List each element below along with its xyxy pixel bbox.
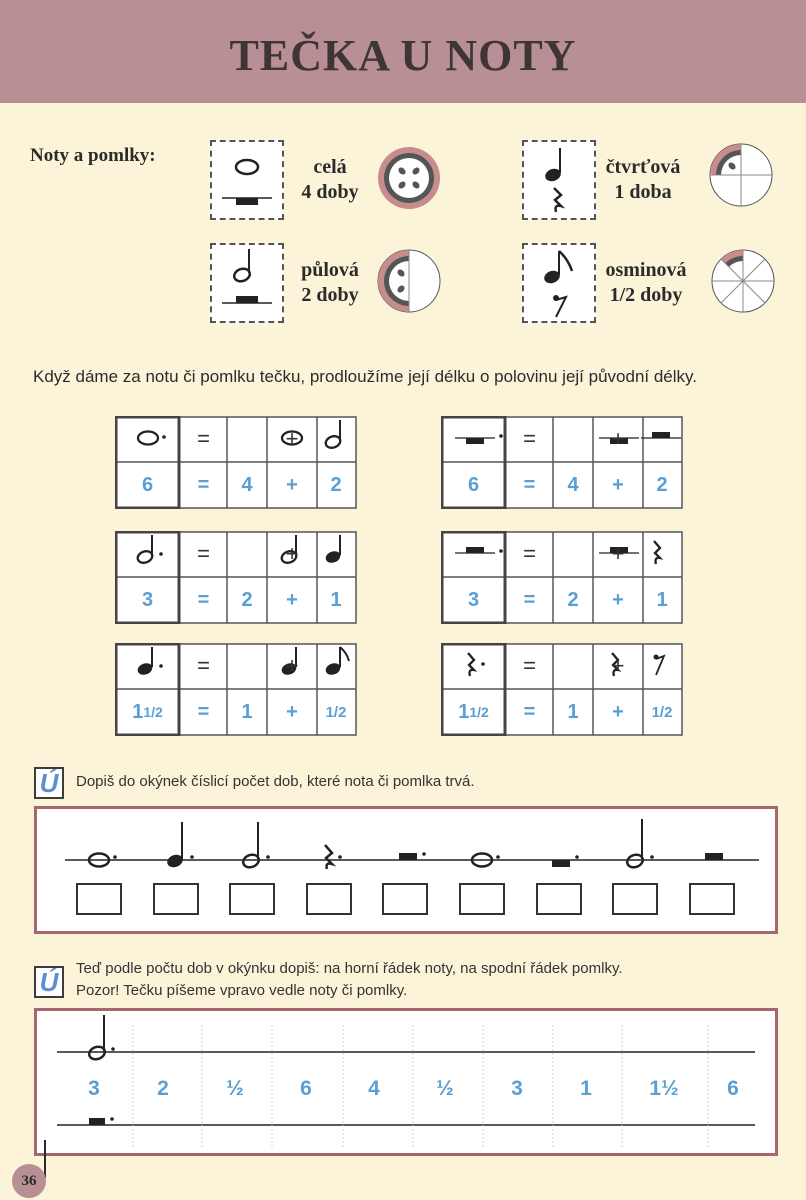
quarter-note-icon (524, 142, 594, 218)
answer-box[interactable] (153, 883, 199, 915)
whole-note-icon (212, 142, 282, 218)
equals-sign: = (197, 473, 210, 496)
task1-panel (34, 806, 778, 934)
whole-note-label (290, 155, 370, 205)
total-frac: 1/2 (143, 704, 163, 720)
plus-sign: + (285, 426, 299, 451)
equals-sign: = (523, 588, 536, 611)
quarter-note-label (598, 155, 688, 205)
plus-sign: + (286, 473, 298, 496)
plus-sign: + (286, 588, 298, 611)
quarter-note-box (522, 140, 596, 220)
total-beats: 3 (141, 588, 154, 611)
answer-box[interactable] (459, 883, 505, 915)
beats-b: 2 (656, 473, 668, 496)
note-beats: 1 doba (614, 181, 672, 203)
half-clock-icon (376, 248, 442, 314)
total-beats: 6 (141, 473, 154, 496)
task2-value: 3 (88, 1077, 100, 1100)
equation-table (115, 643, 357, 736)
plus-sign: + (612, 588, 624, 611)
equals-sign: = (523, 700, 536, 723)
equals-sign: = (523, 473, 536, 496)
task1-badge: Ú (34, 767, 64, 799)
task2-badge: Ú (34, 966, 64, 998)
section-label: Noty a pomlky: (30, 145, 156, 166)
task2-value: 1½ (649, 1077, 679, 1100)
beats-b: 2 (330, 473, 342, 496)
beats-a: 4 (241, 473, 253, 496)
task1-text: Dopiš do okýnek číslicí počet dob, které nota či pomlka trvá. (76, 773, 475, 790)
note-beats: 4 doby (301, 181, 359, 203)
plus-sign: + (611, 653, 625, 678)
note-name: osminová (605, 259, 687, 281)
page-title: TEČKA U NOTY (229, 31, 577, 80)
beats-b: 1/2 (651, 703, 673, 721)
equation-table (441, 643, 683, 736)
task2-panel (34, 1008, 778, 1156)
equation-table (441, 416, 683, 509)
answer-box[interactable] (689, 883, 735, 915)
plus-sign: + (612, 473, 624, 496)
beats-b: 1 (330, 588, 342, 611)
note-name: půlová (301, 259, 359, 281)
equation-table (115, 416, 357, 509)
beats-a: 4 (567, 473, 579, 496)
eighth-note-box (522, 243, 596, 323)
equals-sign: = (197, 700, 210, 723)
eighth-clock-icon (710, 248, 776, 314)
eighth-note-label (596, 258, 696, 308)
quarter-clock-icon (708, 142, 774, 208)
equals-sign: = (197, 588, 210, 611)
task2-value: ½ (436, 1077, 454, 1100)
beats-a: 2 (567, 588, 579, 611)
note-name: čtvrťová (605, 156, 681, 178)
equals-sign: = (197, 653, 210, 678)
equals-sign: = (523, 541, 536, 566)
total-frac: 1/2 (469, 704, 489, 720)
total-beats (117, 690, 178, 734)
beats-a: 1 (241, 700, 253, 723)
plus-sign: + (612, 700, 624, 723)
task2-line1: Teď podle počtu dob v okýnku dopiš: na horní řádek noty, na spodní řádek pomlky. (76, 960, 623, 977)
equals-sign: = (523, 653, 536, 678)
half-note-icon (212, 245, 282, 321)
page-number: 36 (12, 1164, 46, 1198)
task2-value: 1 (580, 1077, 592, 1100)
answer-box[interactable] (536, 883, 582, 915)
total-int: 1 (458, 700, 470, 723)
plus-sign: + (611, 426, 625, 451)
equals-sign: = (197, 426, 210, 451)
note-beats: 1/2 doby (609, 284, 683, 306)
beats-a: 1 (567, 700, 579, 723)
beats-b: 1/2 (325, 703, 347, 721)
full-clock-icon (376, 145, 442, 211)
task2-value: 3 (511, 1077, 523, 1100)
answer-box[interactable] (306, 883, 352, 915)
plus-sign: + (285, 541, 299, 566)
equals-sign: = (197, 541, 210, 566)
task2-value: 6 (300, 1077, 312, 1100)
plus-sign: + (285, 653, 299, 678)
task2-line2: Pozor! Tečku píšeme vpravo vedle noty či pomlky. (76, 982, 408, 999)
whole-note-box (210, 140, 284, 220)
equation-table (441, 531, 683, 624)
total-beats: 3 (467, 588, 480, 611)
plus-sign: + (611, 541, 625, 566)
total-beats: 6 (467, 473, 480, 496)
beats-a: 2 (241, 588, 253, 611)
total-beats (443, 690, 504, 734)
half-note-label (290, 258, 370, 308)
task2-value: 4 (368, 1077, 380, 1100)
beats-b: 1 (656, 588, 668, 611)
plus-sign: + (286, 700, 298, 723)
equals-sign: = (523, 426, 536, 451)
half-note-box (210, 243, 284, 323)
task2-value: 2 (157, 1077, 169, 1100)
eighth-note-icon (524, 245, 594, 321)
answer-box[interactable] (612, 883, 658, 915)
answer-box[interactable] (382, 883, 428, 915)
answer-box[interactable] (76, 883, 122, 915)
intro-text: Když dáme za notu či pomlku tečku, prodloužíme její délku o polovinu její původní délky. (33, 367, 697, 386)
note-beats: 2 doby (301, 284, 359, 306)
task2-value: ½ (226, 1077, 244, 1100)
equation-table (115, 531, 357, 624)
answer-box[interactable] (229, 883, 275, 915)
task2-value: 6 (727, 1077, 739, 1100)
note-name: celá (313, 156, 347, 178)
total-int: 1 (132, 700, 144, 723)
